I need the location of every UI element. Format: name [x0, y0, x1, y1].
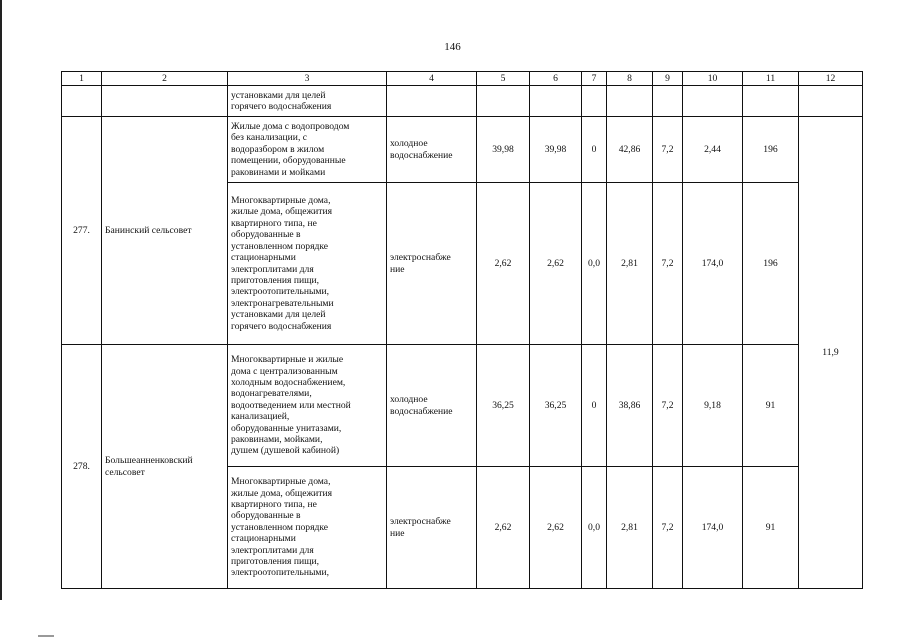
utility-service: холодное водоснабжение: [387, 345, 477, 467]
value-cell: 196: [743, 183, 799, 345]
column-header: 4: [387, 72, 477, 86]
consumer-category-cell: Многоквартирные дома, жилые дома, общежития квартирного типа, не оборудованные в установленном порядке стационарными электроплитами для приготовления пищи, электроотопительными, электронагревательными установками для целей горячего водоснабжения: [228, 183, 387, 345]
column-number-row: [62, 72, 863, 86]
value-cell: 196: [743, 117, 799, 183]
table-row: [62, 86, 863, 117]
column-header: 12: [799, 72, 863, 86]
column-header: 5: [477, 72, 530, 86]
value-cell: 39,98: [477, 117, 530, 183]
value-cell: 9,18: [683, 345, 743, 467]
page-left-edge: [0, 0, 2, 600]
value-cell: 0: [582, 117, 607, 183]
column-header: 11: [743, 72, 799, 86]
value-cell: 36,25: [477, 345, 530, 467]
value-cell: 7,2: [653, 345, 683, 467]
value-cell: 38,86: [607, 345, 653, 467]
settlement-name: Большеанненковский сельсовет: [102, 345, 228, 589]
value-cell: 2,81: [607, 467, 653, 589]
value-cell: 7,2: [653, 183, 683, 345]
scan-mark: [38, 635, 54, 637]
settlement-name: Банинский сельсовет: [102, 117, 228, 345]
value-cell: 91: [743, 467, 799, 589]
consumer-category-cell: Жилые дома с водопроводом без канализации, с водоразбором в жилом помещении, оборудованные раковинами и мойками: [228, 117, 387, 183]
value-cell: 7,2: [653, 467, 683, 589]
value-cell: 91: [743, 345, 799, 467]
column-header: 9: [653, 72, 683, 86]
tariff-table: [61, 71, 863, 589]
value-cell: 2,81: [607, 183, 653, 345]
utility-service: электроснабже ние: [387, 183, 477, 345]
column-header: 8: [607, 72, 653, 86]
value-cell: 2,62: [477, 467, 530, 589]
column-header: 6: [530, 72, 582, 86]
consumer-category-cell: Многоквартирные и жилые дома с централизованным холодным водоснабжением, водонагревателями, водоотведением или местной канализацией, оборудованные унитазами, раковинами, мойками, душем (душевой кабиной): [228, 345, 387, 467]
value-cell: 7,2: [653, 117, 683, 183]
utility-service: холодное водоснабжение: [387, 117, 477, 183]
table-row: [62, 345, 863, 467]
column-12-value: 11,9: [799, 117, 863, 589]
column-header: 1: [62, 72, 102, 86]
column-header: 2: [102, 72, 228, 86]
value-cell: 39,98: [530, 117, 582, 183]
column-header: 3: [228, 72, 387, 86]
value-cell: 0,0: [582, 467, 607, 589]
value-cell: 174,0: [683, 467, 743, 589]
consumer-category-cell: установками для целей горячего водоснабжения: [228, 86, 387, 117]
row-number: 277.: [62, 117, 102, 345]
column-header: 10: [683, 72, 743, 86]
utility-service: электроснабже ние: [387, 467, 477, 589]
table-row: [62, 117, 863, 183]
column-header: 7: [582, 72, 607, 86]
row-number: 278.: [62, 345, 102, 589]
value-cell: 2,44: [683, 117, 743, 183]
value-cell: 2,62: [477, 183, 530, 345]
consumer-category-cell: Многоквартирные дома, жилые дома, общежития квартирного типа, не оборудованные в установленном порядке стационарными электроплитами для приготовления пищи, электроотопительными,: [228, 467, 387, 589]
page-number: 146: [444, 41, 461, 53]
value-cell: 2,62: [530, 467, 582, 589]
value-cell: 2,62: [530, 183, 582, 345]
value-cell: 0,0: [582, 183, 607, 345]
value-cell: 42,86: [607, 117, 653, 183]
value-cell: 0: [582, 345, 607, 467]
value-cell: 174,0: [683, 183, 743, 345]
value-cell: 36,25: [530, 345, 582, 467]
